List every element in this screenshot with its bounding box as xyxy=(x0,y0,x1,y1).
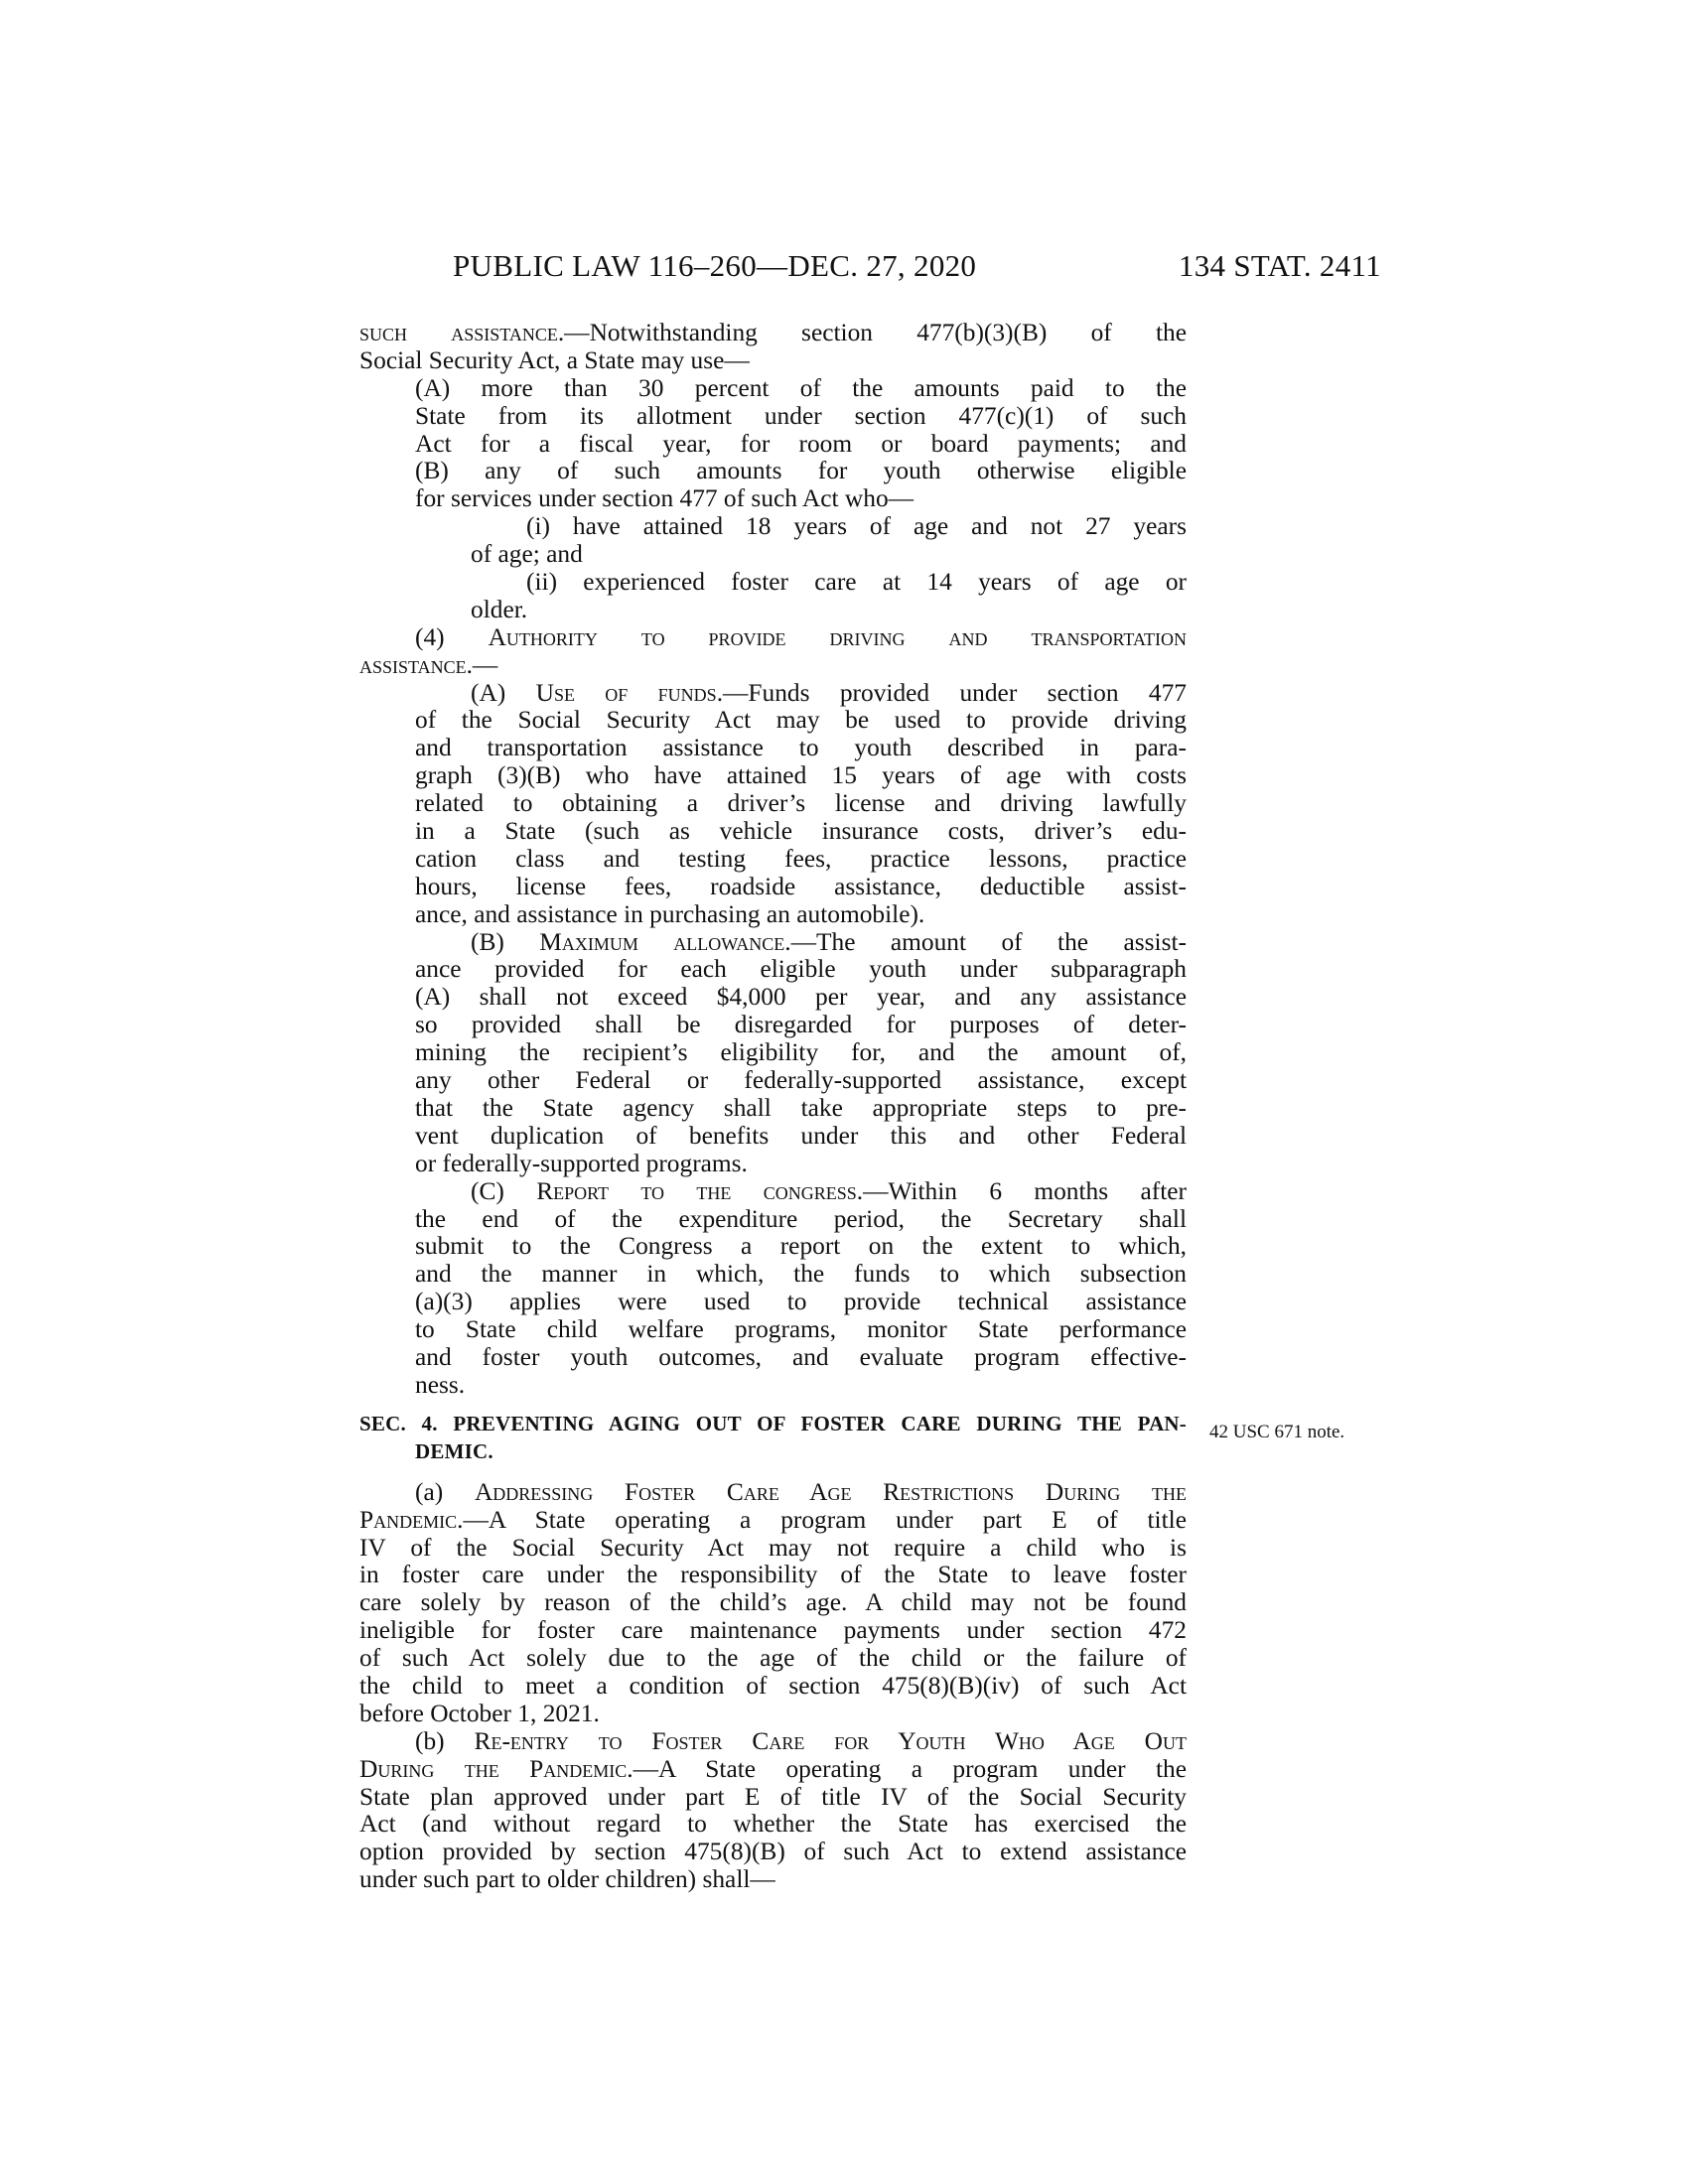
small-caps-run: Use of funds xyxy=(535,678,717,707)
text-line xyxy=(359,735,1187,762)
text-line xyxy=(359,1701,1187,1728)
margin-citation-note: 42 USC 671 note. xyxy=(1209,1422,1345,1442)
text-line xyxy=(359,901,1187,929)
text-line xyxy=(359,1562,1187,1589)
text-line xyxy=(359,431,1187,459)
section-heading-line: SEC. 4. PREVENTING AGING OUT OF FOSTER CARE DURING THE PAN- xyxy=(359,1411,1187,1435)
text-run: for services under section 477 of such Act who— xyxy=(415,484,914,513)
small-caps-run: Authority to provide driving and transportation xyxy=(488,622,1187,651)
text-run: in a State (such as vehicle insurance costs, driver’s edu- xyxy=(415,817,1187,846)
text-line xyxy=(359,1372,1187,1400)
text-line xyxy=(359,818,1187,846)
text-line xyxy=(359,541,1187,569)
text-line xyxy=(359,1344,1187,1372)
text-run: .—A State operating a program under the xyxy=(627,1754,1187,1783)
text-line xyxy=(359,403,1187,431)
text-line xyxy=(359,1095,1187,1123)
text-run: before October 1, 2021. xyxy=(359,1699,600,1727)
text-line xyxy=(359,929,1187,957)
text-line xyxy=(359,1589,1187,1617)
text-run: the child to meet a condition of section 475(8)(B)(iv) of such Act xyxy=(359,1671,1187,1700)
text-run: (b) xyxy=(415,1726,475,1755)
text-run: (C) xyxy=(471,1176,537,1205)
text-run: to State child welfare programs, monitor State performance xyxy=(415,1315,1187,1344)
text-line xyxy=(359,652,1187,680)
text-line xyxy=(359,984,1187,1012)
text-line xyxy=(359,846,1187,874)
text-run: under such part to older children) shall— xyxy=(359,1865,775,1894)
text-run: (A) shall not exceed $4,000 per year, and any assistance xyxy=(415,983,1187,1012)
text-run: ance provided for each eligible youth under subparagraph xyxy=(415,955,1187,984)
text-line xyxy=(359,1012,1187,1039)
text-line xyxy=(359,680,1187,708)
text-run: older. xyxy=(471,595,528,623)
text-line xyxy=(359,1507,1187,1535)
text-run: Act (and without regard to whether the State has exercised the xyxy=(359,1810,1187,1839)
text-run: Act for a fiscal year, for room or board payments; and xyxy=(415,429,1187,458)
running-header xyxy=(453,246,1381,286)
text-run: (B) any of such amounts for youth otherwise eligible xyxy=(415,457,1187,485)
text-run: .—Funds provided under section 477 xyxy=(716,678,1187,707)
text-run: State plan approved under part E of title IV of the Social Security xyxy=(359,1782,1187,1811)
text-run: and transportation assistance to youth described in para- xyxy=(415,734,1187,762)
text-run: cation class and testing fees, practice lessons, practice xyxy=(415,844,1187,873)
text-line xyxy=(359,624,1187,652)
text-run: (B) xyxy=(471,927,540,956)
section-heading xyxy=(359,1411,1187,1466)
small-caps-run: Report to the congress xyxy=(536,1176,857,1205)
text-line xyxy=(359,1039,1187,1067)
text-line xyxy=(359,458,1187,485)
small-caps-run: Addressing Foster Care Age Restrictions During the xyxy=(474,1477,1187,1506)
text-run: (i) have attained 18 years of age and not 27 years xyxy=(526,512,1187,541)
text-run: or federally-supported programs. xyxy=(415,1149,748,1177)
text-run: the end of the expenditure period, the Secretary shall xyxy=(415,1204,1187,1233)
text-line xyxy=(359,874,1187,901)
text-run: .—Within 6 months after xyxy=(856,1176,1187,1205)
text-line xyxy=(359,320,1187,347)
subsection-text-block xyxy=(359,320,1187,1400)
text-line xyxy=(359,375,1187,403)
text-run: IV of the Social Security Act may not require a child who is xyxy=(359,1533,1187,1562)
text-run: (4) xyxy=(415,622,489,651)
text-run: of the Social Security Act may be used to provide driving xyxy=(415,706,1187,735)
text-line xyxy=(359,956,1187,984)
text-line xyxy=(359,1839,1187,1866)
text-run: in foster care under the responsibility of the State to leave foster xyxy=(359,1561,1187,1589)
text-run: .— xyxy=(466,650,498,679)
text-run: of age; and xyxy=(471,540,583,569)
text-run: Social Security Act, a State may use— xyxy=(359,345,750,374)
text-line xyxy=(359,1178,1187,1206)
text-line xyxy=(359,1756,1187,1784)
statutes-page-number: 134 STAT. 2411 xyxy=(1178,248,1381,283)
text-run: and the manner in which, the funds to which subsection xyxy=(415,1260,1187,1289)
text-run: graph (3)(B) who have attained 15 years of age with costs xyxy=(415,761,1187,790)
text-line xyxy=(359,1784,1187,1812)
text-run: related to obtaining a driver’s license and driving lawfully xyxy=(415,789,1187,818)
text-run: (a)(3) applies were used to provide technical assistance xyxy=(415,1288,1187,1316)
small-caps-run: During the Pandemic xyxy=(359,1754,628,1783)
small-caps-run: Maximum allowance xyxy=(539,927,785,956)
text-run: submit to the Congress a report on the extent to which, xyxy=(415,1232,1187,1261)
text-line xyxy=(359,1479,1187,1507)
section-text-block xyxy=(359,1479,1187,1894)
public-law-citation: PUBLIC LAW 116–260—DEC. 27, 2020 xyxy=(453,248,977,283)
text-run: care solely by reason of the child’s age. A child may not be found xyxy=(359,1588,1187,1617)
text-line xyxy=(359,1123,1187,1151)
section-heading-line: DEMIC. xyxy=(415,1438,493,1463)
text-run: option provided by section 475(8)(B) of such Act to extend assistance xyxy=(359,1838,1187,1866)
text-run: vent duplication of benefits under this and other Federal xyxy=(415,1121,1187,1150)
small-caps-run: Pandemic xyxy=(359,1505,458,1534)
text-run: so provided shall be disregarded for purposes of deter- xyxy=(415,1011,1187,1039)
text-line xyxy=(359,1233,1187,1261)
text-line xyxy=(359,1811,1187,1839)
text-line xyxy=(359,1617,1187,1645)
text-run: ness. xyxy=(415,1370,466,1399)
text-run: ineligible for foster care maintenance payments under section 472 xyxy=(359,1616,1187,1645)
text-run: that the State agency shall take appropriate steps to pre- xyxy=(415,1093,1187,1122)
text-line xyxy=(359,569,1187,597)
text-line xyxy=(359,485,1187,513)
text-run: (a) xyxy=(415,1477,475,1506)
text-run: ance, and assistance in purchasing an automobile). xyxy=(415,899,925,928)
text-line xyxy=(359,762,1187,790)
text-line xyxy=(359,1535,1187,1563)
text-line xyxy=(359,1866,1187,1894)
text-line xyxy=(359,1645,1187,1673)
text-line xyxy=(359,513,1187,541)
text-run: .—Notwithstanding section 477(b)(3)(B) of the xyxy=(557,319,1187,346)
text-run: of such Act solely due to the age of the child or the failure of xyxy=(359,1644,1187,1673)
text-run: .—The amount of the assist- xyxy=(784,927,1187,956)
text-run: any other Federal or federally-supported assistance, except xyxy=(415,1066,1187,1095)
text-line xyxy=(359,1673,1187,1701)
text-line xyxy=(359,1067,1187,1095)
text-run: mining the recipient’s eligibility for, and the amount of, xyxy=(415,1038,1187,1067)
text-line xyxy=(359,1206,1187,1234)
text-run: (A) more than 30 percent of the amounts paid to the xyxy=(415,373,1187,402)
text-run: and foster youth outcomes, and evaluate program effective- xyxy=(415,1342,1187,1371)
text-line xyxy=(359,1151,1187,1178)
text-line xyxy=(359,1316,1187,1344)
text-run: (ii) experienced foster care at 14 years of age or xyxy=(526,568,1187,597)
text-line xyxy=(359,347,1187,375)
body-text xyxy=(359,320,1187,1894)
text-run: hours, license fees, roadside assistance, deductible assist- xyxy=(415,872,1187,900)
text-line xyxy=(359,1728,1187,1756)
text-line xyxy=(359,597,1187,624)
text-line xyxy=(359,1289,1187,1316)
small-caps-run: such assistance xyxy=(359,319,558,346)
text-run: State from its allotment under section 477(c)(1) of such xyxy=(415,401,1187,430)
text-line xyxy=(359,790,1187,818)
small-caps-run: assistance xyxy=(359,650,467,679)
text-line xyxy=(359,707,1187,735)
text-run: (A) xyxy=(471,678,536,707)
text-run: .—A State operating a program under part E of title xyxy=(457,1505,1187,1534)
text-line xyxy=(359,1261,1187,1289)
small-caps-run: Re-entry to Foster Care for Youth Who Age Out xyxy=(474,1726,1187,1755)
